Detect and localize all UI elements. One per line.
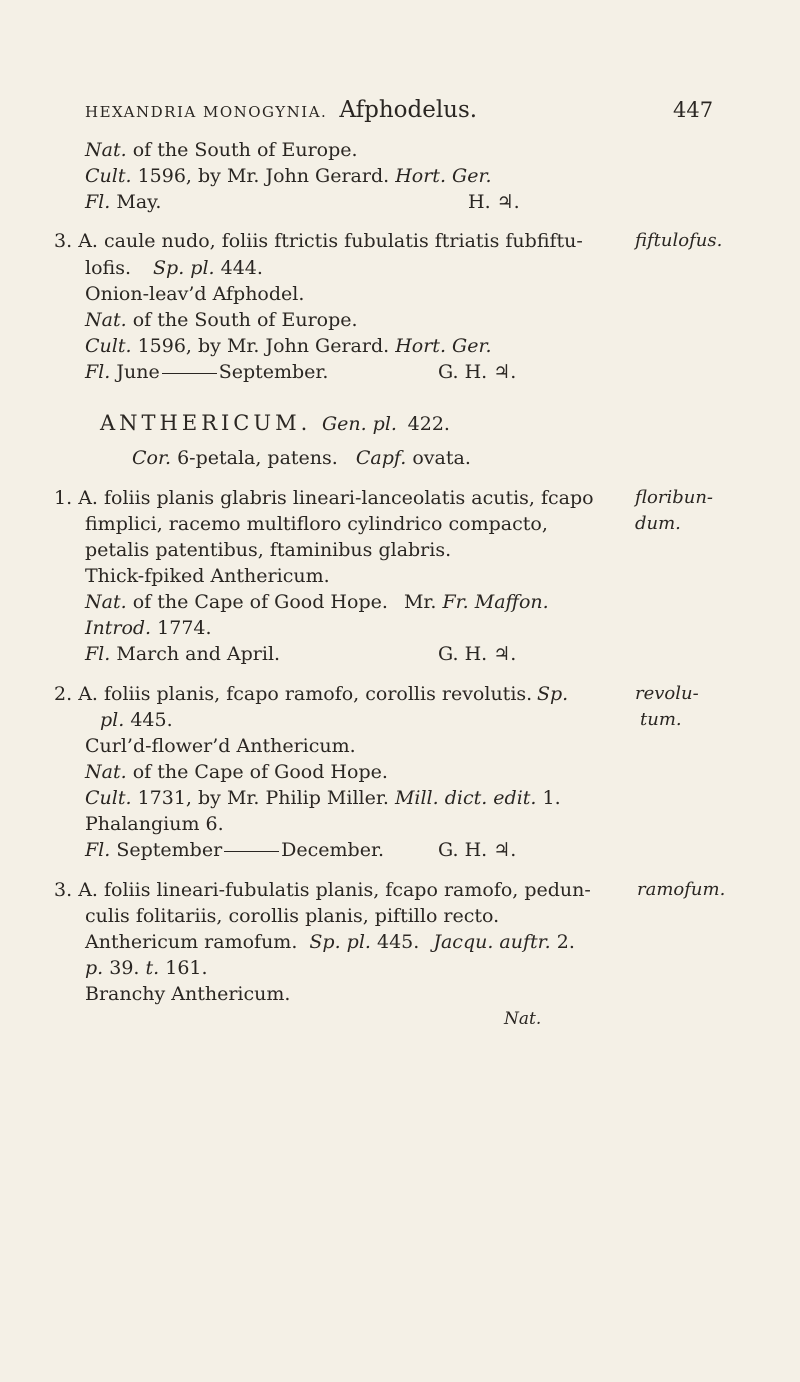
species-line: pl. 445.: [100, 709, 173, 731]
catchword: Nat.: [504, 1009, 542, 1029]
entry-habit: G. H. ♃.: [438, 361, 517, 383]
margin-trivial-name: revolu-: [635, 683, 699, 704]
genus-heading: ANTHERICUM. Gen. pl. 422.: [100, 411, 450, 435]
species-line: 1. A. foliis planis glabris lineari-lanceolatis acutis, fcapo: [54, 487, 594, 509]
english-name: Onion-leav’d Afphodel.: [85, 283, 305, 305]
page-number: 447: [673, 98, 714, 122]
entry-cult-line: Cult. 1596, by Mr. John Gerard. Hort. Ger.: [85, 165, 492, 187]
margin-trivial-name: floribun-: [635, 487, 713, 508]
entry-fl-line: Fl. September December.: [85, 839, 384, 861]
entry-habit: H. ♃.: [468, 191, 520, 213]
range-dash: [162, 373, 217, 374]
range-dash: [224, 851, 279, 852]
entry-nat-line: Nat. of the South of Europe.: [85, 309, 358, 331]
synonym-line: Phalangium 6.: [85, 813, 224, 835]
entry-habit: G. H. ♃.: [438, 839, 517, 861]
english-name: Branchy Anthericum.: [85, 983, 291, 1005]
header-genus: Afphodelus.: [339, 97, 478, 123]
margin-trivial-name: tum.: [640, 709, 682, 730]
species-line: lofis. Sp. pl. 444.: [85, 257, 263, 279]
header-class-label: HEXANDRIA MONOGYNIA.: [85, 103, 328, 121]
entry-cult-line: Cult. 1731, by Mr. Philip Miller. Mill. dict. edit. 1.: [85, 787, 561, 809]
entry-fl-line: Fl. June September.: [85, 361, 329, 383]
species-line: Anthericum ramofum. Sp. pl. 445. Jacqu. auftr. 2.: [85, 931, 575, 953]
english-name: Thick-fpiked Anthericum.: [85, 565, 330, 587]
margin-trivial-name: dum.: [635, 513, 681, 534]
species-line: p. 39. t. 161.: [85, 957, 208, 979]
entry-nat-line: Nat. of the Cape of Good Hope. Mr. Fr. Maffon.: [85, 591, 549, 613]
species-line: culis folitariis, corollis planis, piftillo recto.: [85, 905, 500, 927]
entry-cult-line: Cult. 1596, by Mr. John Gerard. Hort. Ger.: [85, 335, 492, 357]
species-line: petalis patentibus, ftaminibus glabris.: [85, 539, 452, 561]
species-line: 3. A. foliis lineari-fubulatis planis, fcapo ramofo, pedun-: [54, 879, 591, 901]
species-line: fimplici, racemo multifloro cylindrico compacto,: [85, 513, 548, 535]
english-name: Curl’d-flower’d Anthericum.: [85, 735, 356, 757]
margin-trivial-name: fiftulofus.: [635, 230, 723, 251]
species-line: 3. A. caule nudo, foliis ftrictis fubulatis ftriatis fubfiftu-: [54, 230, 583, 252]
entry-nat-line: Nat. of the South of Europe.: [85, 139, 358, 161]
entry-introd-line: Introd. 1774.: [85, 617, 212, 639]
entry-fl-line: Fl. March and April.: [85, 643, 281, 665]
entry-habit: G. H. ♃.: [438, 643, 517, 665]
sp-ref: Sp.: [537, 683, 569, 705]
margin-trivial-name: ramofum.: [637, 879, 726, 900]
entry-fl-line: Fl. May.: [85, 191, 162, 213]
genus-character: Cor. 6-petala, patens. Capf. ovata.: [132, 447, 471, 469]
entry-nat-line: Nat. of the Cape of Good Hope.: [85, 761, 388, 783]
species-line: 2. A. foliis planis, fcapo ramofo, corollis revolutis.: [54, 683, 533, 705]
running-header: [85, 98, 477, 124]
